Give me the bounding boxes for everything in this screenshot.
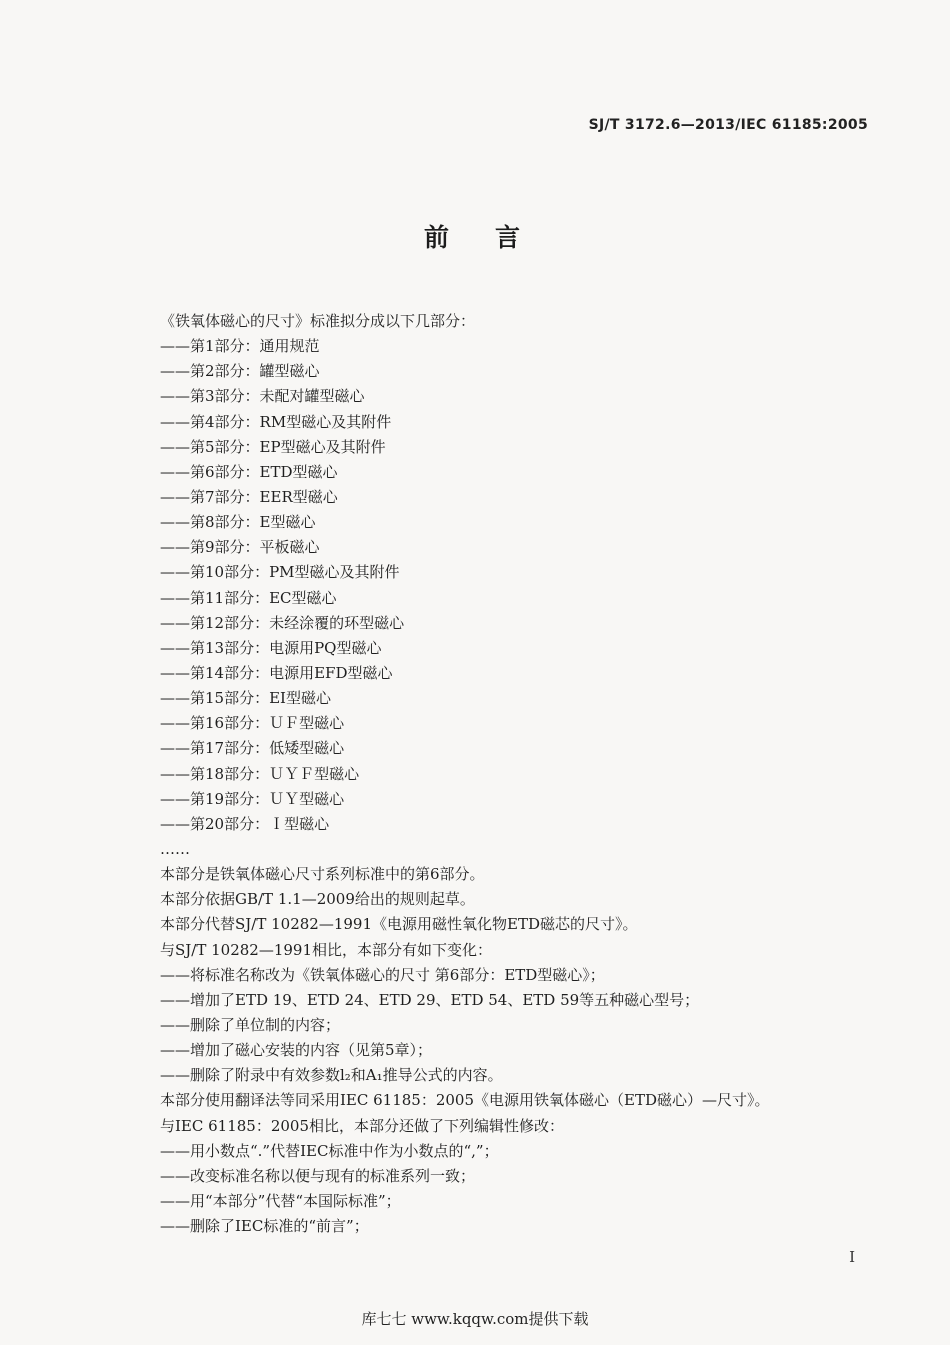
paragraph-line: ——删除了单位制的内容；: [160, 1015, 341, 1034]
list-item: ——第19部分：ＵＹ型磁心: [160, 789, 345, 808]
paragraph-line: ——将标准名称改为《铁氧体磁心的尺寸 第6部分：ETD型磁心》；: [160, 965, 605, 984]
paragraph-line: ——删除了附录中有效参数l₂和A₁推导公式的内容。: [160, 1066, 503, 1085]
list-item: ——第13部分：电源用PQ型磁心: [160, 638, 382, 657]
paragraph-line: 本部分代替SJ/T 10282—1991《电源用磁性氧化物ETD磁芯的尺寸》。: [160, 915, 638, 934]
list-item: ——第11部分：EC型磁心: [160, 588, 337, 607]
download-footer: 库七七 www.kqqw.com提供下载: [361, 1310, 589, 1328]
list-item: ——第17部分：低矮型磁心: [160, 739, 345, 758]
paragraph-line: ——增加了磁心安装的内容（见第5章）；: [160, 1041, 433, 1060]
foreword-body: [160, 309, 860, 1239]
list-item: ——第15部分：EI型磁心: [160, 689, 331, 708]
list-item: ——第2部分：罐型磁心: [160, 362, 320, 381]
list-item: ——第5部分：EP型磁心及其附件: [160, 437, 386, 456]
list-item: ——第1部分：通用规范: [160, 337, 320, 356]
paragraph-line: ——用小数点“.”代替IEC标准中作为小数点的“,”；: [160, 1141, 499, 1160]
paragraph-line: ——删除了IEC标准的“前言”；: [160, 1217, 369, 1236]
list-item: ——第9部分：平板磁心: [160, 538, 320, 557]
paragraph-line: ——增加了ETD 19、ETD 24、ETD 29、ETD 54、ETD 59等五种磁心型号；: [160, 990, 700, 1009]
list-item: ——第8部分：E型磁心: [160, 513, 316, 532]
paragraph-line: 本部分依据GB/T 1.1—2009给出的规则起草。: [160, 890, 475, 909]
list-item: ——第12部分：未经涂覆的环型磁心: [160, 613, 405, 632]
list-item: ——第7部分：EER型磁心: [160, 487, 338, 506]
intro-line: 《铁氧体磁心的尺寸》标准拟分成以下几部分：: [160, 312, 476, 330]
standard-code: SJ/T 3172.6—2013/IEC 61185:2005: [588, 117, 868, 133]
paragraph-line: 与SJ/T 10282—1991相比，本部分有如下变化：: [160, 940, 493, 959]
paragraph-line: 与IEC 61185：2005相比，本部分还做了下列编辑性修改：: [160, 1116, 565, 1135]
paragraph-line: 本部分使用翻译法等同采用IEC 61185：2005《电源用铁氧体磁心（ETD磁心）—尺寸》。: [160, 1091, 770, 1110]
ellipsis: ……: [160, 839, 190, 858]
list-item: ——第18部分：ＵＹＦ型磁心: [160, 764, 360, 783]
page-title: 前言: [423, 223, 566, 252]
list-item: ——第4部分：RM型磁心及其附件: [160, 412, 392, 431]
paragraph-line: ——改变标准名称以便与现有的标准系列一致；: [160, 1166, 476, 1185]
list-item: ——第10部分：PM型磁心及其附件: [160, 563, 400, 582]
paragraph-line: ——用“本部分”代替“本国际标准”；: [160, 1191, 401, 1210]
list-item: ——第6部分：ETD型磁心: [160, 462, 338, 481]
list-item: ——第14部分：电源用EFD型磁心: [160, 663, 393, 682]
list-item: ——第20部分：Ｉ型磁心: [160, 814, 330, 833]
paragraph-line: 本部分是铁氧体磁心尺寸系列标准中的第6部分。: [160, 865, 485, 884]
paragraphs: [160, 862, 860, 1239]
page-number: I: [849, 1248, 855, 1266]
list-item: ——第16部分：ＵＦ型磁心: [160, 714, 345, 733]
parts-list: [160, 334, 860, 837]
list-item: ——第3部分：未配对罐型磁心: [160, 387, 365, 406]
